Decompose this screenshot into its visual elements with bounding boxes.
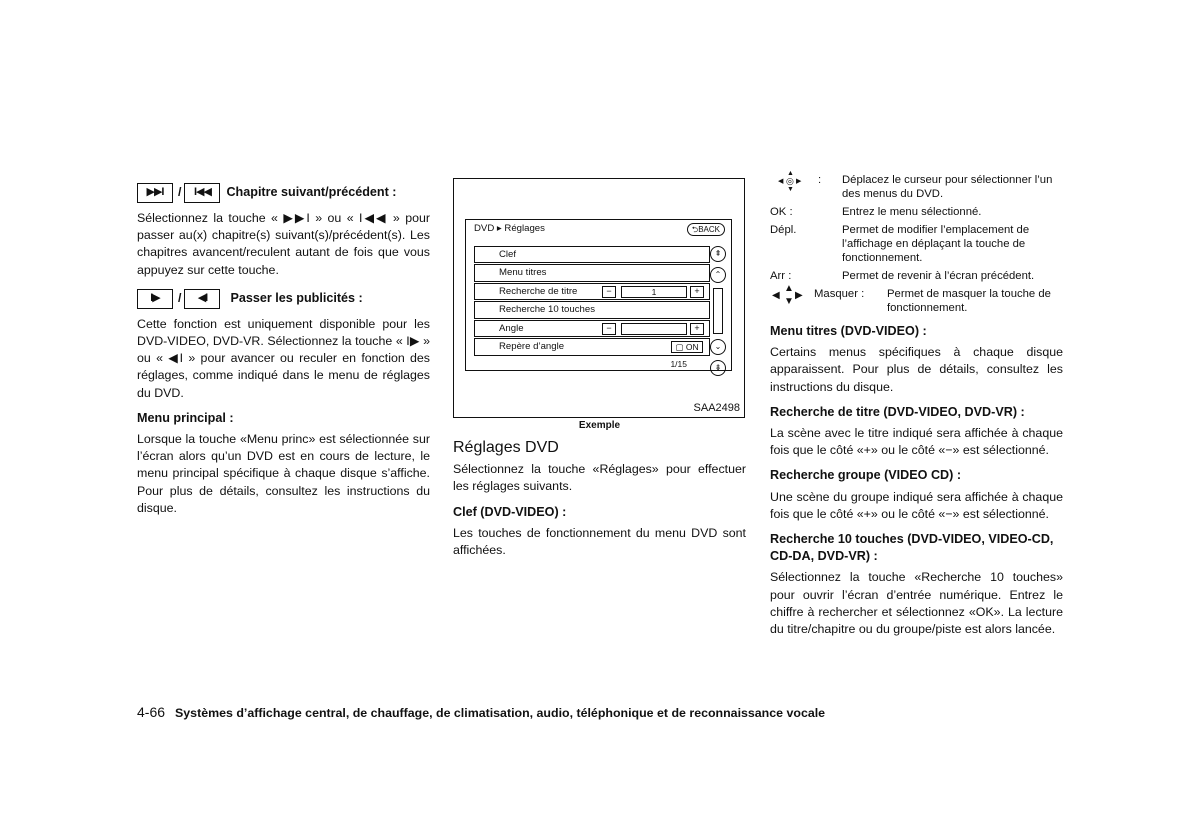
paragraph-chapter: Sélectionnez la touche « ▶▶I » ou « I◀◀ » pour passer au(x) chapitre(s) suivant(s)/précédent(s). Les chapitres avancent/reculent autant de fois que vous appuyez sur cette touche. xyxy=(137,211,430,277)
four-arrows-icon: ▲ ◀ ▶ ▼ xyxy=(772,283,803,307)
minus-icon[interactable]: − xyxy=(602,323,616,335)
page-up-icon[interactable]: ⌃ xyxy=(710,267,726,283)
page-indicator: 1/15 xyxy=(670,359,687,369)
prev-chapter-key-icon: I◀◀ xyxy=(184,183,220,203)
value-field xyxy=(621,323,687,335)
heading-text: Passer les publicités : xyxy=(230,291,363,306)
settings-row-recherche-10[interactable] xyxy=(474,301,710,318)
row-label: Recherche 10 touches xyxy=(499,304,595,316)
def-term-hide xyxy=(770,283,887,315)
on-toggle[interactable]: ▢ ON xyxy=(671,341,703,353)
paragraph-recherche-titre: La scène avec le titre indiqué sera affichée à chaque fois que le côté «+» ou le côté «−» est sélectionné. xyxy=(770,426,1063,458)
page-number: 4-66 xyxy=(137,704,166,720)
bottom-icon[interactable]: ⇟ xyxy=(710,360,726,376)
settings-row-recherche-titre[interactable] xyxy=(474,283,710,300)
def-desc: Permet de revenir à l’écran précédent. xyxy=(842,270,1035,282)
heading-recherche-titre: Recherche de titre (DVD-VIDEO, DVD-VR) : xyxy=(770,404,1025,419)
figure-code: SAA2498 xyxy=(693,402,740,414)
settings-row-angle[interactable] xyxy=(474,320,710,337)
paragraph-intro: Sélectionnez la touche «Réglages» pour effectuer les réglages suivants. xyxy=(453,462,746,494)
settings-row-repere-angle[interactable] xyxy=(474,338,710,355)
screen-figure xyxy=(453,178,745,418)
row-label: Menu titres xyxy=(499,267,547,279)
row-label: Angle xyxy=(499,322,524,334)
def-desc: Déplacez le curseur pour sélectionner l’un des menus du DVD. xyxy=(842,174,1053,200)
heading-main-menu: Menu principal : xyxy=(137,410,234,425)
heading-skip-ads xyxy=(137,289,430,309)
def-term: OK : xyxy=(770,206,793,218)
heading-menu-titres: Menu titres (DVD-VIDEO) : xyxy=(770,324,927,338)
control-definitions xyxy=(770,170,1063,315)
joystick-icon: ▲ ◀ ▶ ▼ ◎ xyxy=(778,170,802,193)
value-field: 1 xyxy=(621,286,687,298)
def-term-joystick xyxy=(770,170,842,201)
row-label: Repère d’angle xyxy=(499,341,565,353)
back-label: BACK xyxy=(698,225,720,234)
def-term: Dépl. xyxy=(770,224,797,236)
figure-caption: Exemple xyxy=(578,420,621,431)
heading-recherche-groupe: Recherche groupe (VIDEO CD) : xyxy=(770,468,962,483)
paragraph-skip-ads: Cette fonction est uniquement disponible pour les DVD-VIDEO, DVD-VR. Sélectionnez la touche « I▶ » ou « ◀I » pour avancer ou reculer en fonction des réglages, comme indiqué dans le menu de réglages du DVD. xyxy=(137,316,430,400)
screen-side-controls xyxy=(709,246,727,381)
screen-title: DVD ▸ Réglages xyxy=(474,223,545,234)
paragraph-main-menu: Lorsque la touche «Menu princ» est sélectionnée sur l’écran alors qu’un DVD est en cours de lecture, le menu principal spécifique à chaque disque s’affiche. Pour plus de détails, consultez les instructions du disque. xyxy=(137,432,430,515)
next-chapter-key-icon: ▶▶I xyxy=(137,183,173,203)
skip-back-key-icon: ◀I xyxy=(184,289,220,309)
row-label: Clef xyxy=(499,249,517,260)
paragraph-recherche-10: Sélectionnez la touche «Recherche 10 touches» pour ouvrir l’écran d’entrée numérique. Entrez le chiffre à rechercher et sélectionnez «OK». La lecture du titre/chapitre ou du groupe/piste est alors lancée. xyxy=(770,570,1063,637)
heading-next-prev-chapter xyxy=(137,183,430,203)
heading-text: Chapitre suivant/précédent : xyxy=(226,185,397,200)
def-hide xyxy=(770,283,1063,315)
settings-row-menu-titres[interactable] xyxy=(474,264,710,281)
slash: / xyxy=(178,291,182,306)
heading-recherche-10: Recherche 10 touches (DVD-VIDEO, VIDEO-CD, CD-DA, DVD-VR) : xyxy=(770,532,1054,564)
back-button[interactable]: ⮌BACK xyxy=(687,223,725,236)
settings-row-clef[interactable] xyxy=(474,246,710,263)
settings-list xyxy=(474,246,710,357)
page-down-icon[interactable]: ⌄ xyxy=(710,339,726,355)
toggle-label: ON xyxy=(685,342,699,353)
def-desc: Entrez le menu sélectionné. xyxy=(842,206,982,218)
column-right xyxy=(770,170,1063,638)
def-desc: Permet de modifier l’emplacement de l’affichage en déplaçant la touche de fonctionnement. xyxy=(842,224,1030,264)
plus-icon[interactable]: + xyxy=(690,323,704,335)
paragraph-recherche-groupe: Une scène du groupe indiqué sera affichée à chaque fois que le côté «+» ou le côté «−» est sélectionné. xyxy=(770,489,1063,521)
paragraph-menu-titres: Certains menus spécifiques à chaque disque apparaissent. Pour plus de détails, consultez les instructions du disque. xyxy=(770,345,1063,394)
plus-icon[interactable]: + xyxy=(690,286,704,298)
top-icon[interactable]: ⇞ xyxy=(710,246,726,262)
dvd-settings-screen xyxy=(465,219,732,371)
def-term: Masquer : xyxy=(814,288,865,300)
def-desc: Permet de masquer la touche de fonctionnement. xyxy=(887,288,1051,314)
def-term: Arr : xyxy=(770,270,792,282)
skip-forward-key-icon: I▶ xyxy=(137,289,173,309)
row-label: Recherche de titre xyxy=(499,285,578,297)
column-left xyxy=(137,183,430,517)
scrollbar[interactable] xyxy=(713,288,723,334)
minus-icon[interactable]: − xyxy=(602,286,616,298)
paragraph-clef: Les touches de fonctionnement du menu DVD sont affichées. xyxy=(453,525,746,558)
chapter-title: Systèmes d’affichage central, de chauffage, de climatisation, audio, téléphonique et de reconnaissance vocale xyxy=(175,706,826,720)
page-footer xyxy=(137,704,825,720)
def-term: : xyxy=(818,174,822,186)
heading-clef: Clef (DVD-VIDEO) : xyxy=(453,504,567,519)
column-middle xyxy=(453,439,746,559)
section-title: Réglages DVD xyxy=(453,439,559,456)
slash: / xyxy=(178,185,182,200)
